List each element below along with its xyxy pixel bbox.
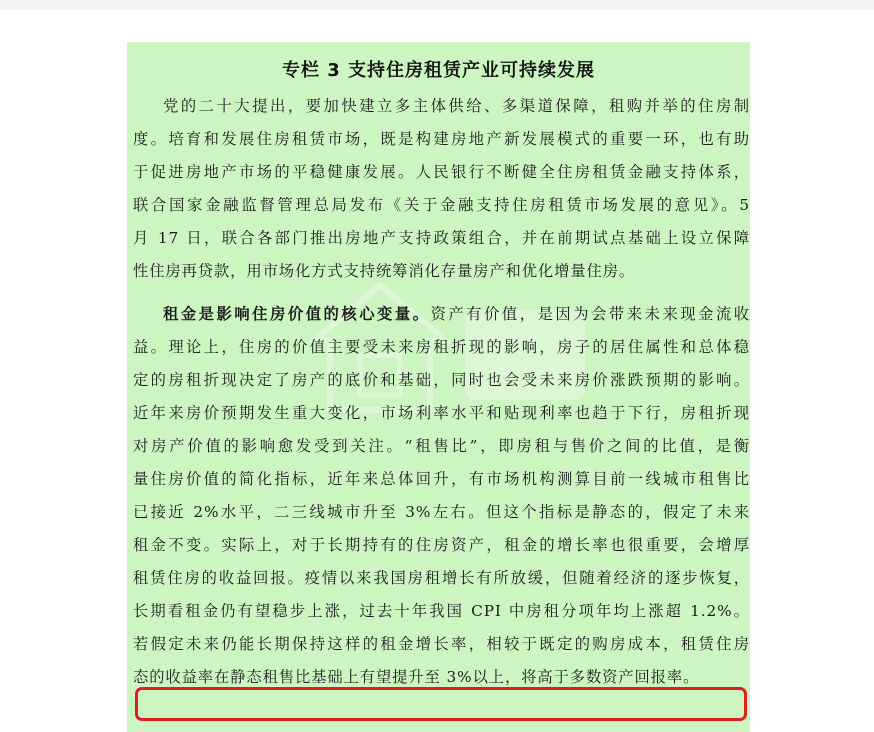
paragraph-2-line-9: 租赁住房的收益回报。疫情以来我国房租增长有所放缓，但随着经济的逐步恢复， <box>133 569 750 587</box>
paragraph-2-line-1 <box>163 304 750 324</box>
paragraph-2-first-rest: 资产有价值，是因为会带来未来现金流收 <box>430 305 750 323</box>
top-bar <box>0 0 874 10</box>
paragraph-2-line-11: 若假定未来仍能长期保持这样的租金增长率，相较于既定的购房成本，租赁住房 <box>133 635 750 653</box>
paragraph-2-line-6: 量住房价值的简化指标，近年来总体回升，有市场机构测算目前一线城市租售比 <box>133 470 750 488</box>
paragraph-1-line-2: 度。培育和发展住房租赁市场，既是构建房地产新发展模式的重要一环，也有助 <box>133 130 750 148</box>
paragraph-2-line-12: 态的收益率在静态租售比基础上有望提升至 3%以上，将高于多数资产回报率。 <box>133 668 700 686</box>
paragraph-2-line-10: 长期看租金仍有望稳步上涨，过去十年我国 CPI 中房租分项年均上涨超 1.2%。 <box>133 602 750 620</box>
paragraph-1-line-6: 性住房再贷款，用市场化方式支持统筹消化存量房产和优化增量住房。 <box>133 262 636 280</box>
document-page <box>127 42 750 732</box>
paragraph-2-line-8: 租金不变。实际上，对于长期持有的住房资产，租金的增长率也很重要，会增厚 <box>133 536 750 554</box>
highlight-annotation-box <box>135 687 747 721</box>
paragraph-2-line-3: 定的房租折现决定了房产的底价和基础，同时也会受未来房价涨跌预期的影响。 <box>133 371 750 389</box>
paragraph-2-lead: 租金是影响住房价值的核心变量。 <box>163 305 431 323</box>
paragraph-2-line-5: 对房产价值的影响愈发受到关注。“租售比”，即房租与售价之间的比值，是衡 <box>133 437 750 455</box>
section-title: 专栏 3 支持住房租赁产业可持续发展 <box>281 60 596 81</box>
paragraph-1-line-1: 党的二十大提出，要加快建立多主体供给、多渠道保障，租购并举的住房制 <box>163 97 750 115</box>
paragraph-1-line-3: 于促进房地产市场的平稳健康发展。人民银行不断健全住房租赁金融支持体系， <box>133 163 750 181</box>
paragraph-2-line-2: 益。理论上，住房的价值主要受未来房租折现的影响，房子的居住属性和总体稳 <box>133 338 750 356</box>
paragraph-2-line-7: 已接近 2%水平，二三线城市升至 3%左右。但这个指标是静态的，假定了未来 <box>133 503 750 521</box>
paragraph-2-line-4: 近年来房价预期发生重大变化，市场利率水平和贴现利率也趋于下行，房租折现 <box>133 404 750 422</box>
paragraph-1-line-4: 联合国家金融监督管理总局发布《关于金融支持住房租赁市场发展的意见》。5 <box>133 196 750 214</box>
paragraph-1-line-5: 月 17 日，联合各部门推出房地产支持政策组合，并在前期试点基础上设立保障 <box>133 229 750 247</box>
